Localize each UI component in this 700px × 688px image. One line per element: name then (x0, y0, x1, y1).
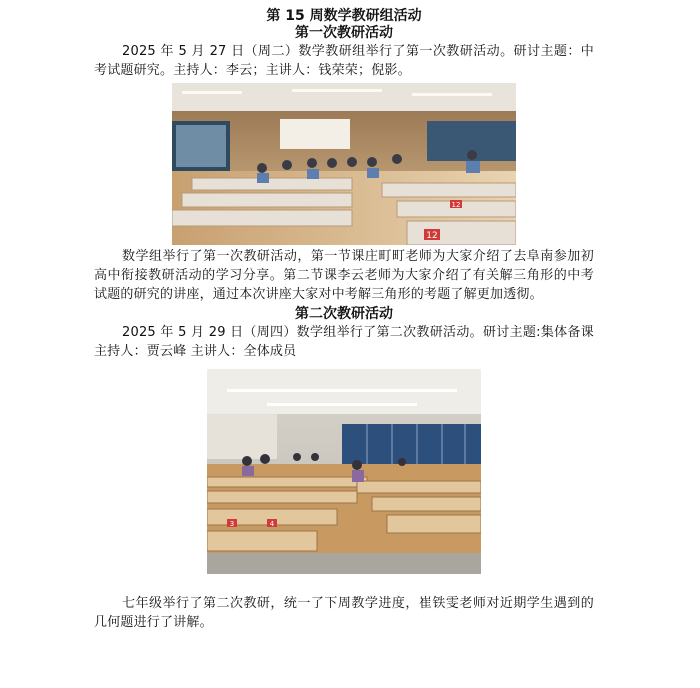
section2-heading: 第二次教研活动 (295, 306, 393, 322)
seat-number-label: 12 (451, 201, 461, 209)
section1-photo (172, 83, 516, 245)
section1-heading: 第一次教研活动 (295, 25, 393, 41)
section2-intro: 2025 年 5 月 29 日（周四）数学组举行了第二次教研活动。研讨主题:集体备课 主持人：贾云峰 主讲人：全体成员 (94, 325, 594, 359)
main-title: 第 15 周数学教研组活动 (266, 8, 422, 24)
section1-summary: 数学组举行了第一次教研活动，第一节课庄町町老师为大家介绍了去阜南参加初高中衔接教研活动的学习分享。第二节课李云老师为大家介绍了有关解三角形的中考试题的研究的讲座，通过本次讲座大家对中考解三角形的考题了解更加透彻。 (94, 249, 594, 302)
section2-summary: 七年级举行了第二次教研，统一了下周教学进度，崔铁雯老师对近期学生遇到的几何题进行了讲解。 (94, 596, 594, 630)
seat-number-label: 4 (269, 520, 275, 528)
seat-number-label: 3 (229, 520, 235, 528)
section2-photo (207, 369, 481, 574)
section1-intro: 2025 年 5 月 27 日（周二）数学教研组举行了第一次教研活动。研讨主题：中考试题研究。主持人：李云；主讲人：钱荣荣；倪影。 (94, 44, 594, 78)
seat-number-label: 12 (426, 231, 438, 241)
document-page (94, 8, 594, 632)
